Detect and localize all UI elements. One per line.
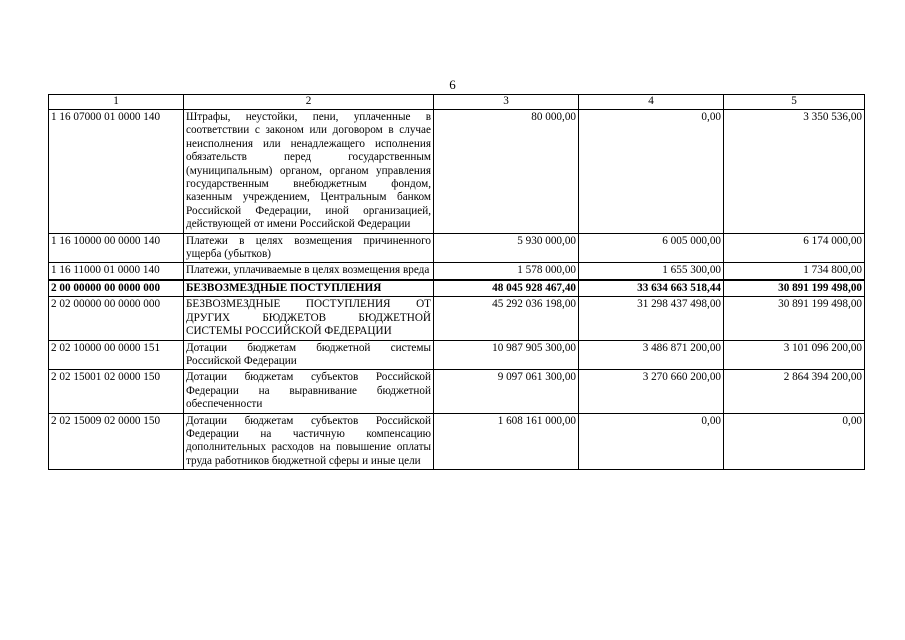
row-name: Дотации бюджетам субъектов Российской Федерации на выравнивание бюджетной обеспеченности (184, 370, 434, 413)
table-row (49, 297, 865, 340)
row-value-col4: 1 655 300,00 (579, 263, 724, 280)
header-row (49, 95, 865, 110)
row-value-col5: 2 864 394 200,00 (724, 370, 865, 413)
row-code: 2 00 00000 00 0000 000 (49, 280, 184, 297)
row-value-col4: 3 270 660 200,00 (579, 370, 724, 413)
row-code: 1 16 11000 01 0000 140 (49, 263, 184, 280)
row-value-col4: 0,00 (579, 110, 724, 234)
row-name: Платежи, уплачиваемые в целях возмещения вреда (184, 263, 434, 280)
row-value-col5: 30 891 199 498,00 (724, 280, 865, 297)
row-code: 1 16 07000 01 0000 140 (49, 110, 184, 234)
page-number: 6 (449, 77, 456, 92)
row-code: 2 02 15009 02 0000 150 (49, 413, 184, 470)
row-value-col3: 10 987 905 300,00 (434, 340, 579, 370)
table-row (49, 413, 865, 470)
row-value-col3: 45 292 036 198,00 (434, 297, 579, 340)
row-value-col4: 31 298 437 498,00 (579, 297, 724, 340)
row-code: 2 02 10000 00 0000 151 (49, 340, 184, 370)
row-name: Платежи в целях возмещения причиненного ущерба (убытков) (184, 233, 434, 263)
table-row (49, 233, 865, 263)
column-header-3: 3 (434, 95, 579, 110)
row-name: БЕЗВОЗМЕЗДНЫЕ ПОСТУПЛЕНИЯ (184, 280, 434, 297)
table-row (49, 340, 865, 370)
table-row (49, 110, 865, 234)
column-header-1: 1 (49, 95, 184, 110)
row-value-col5: 30 891 199 498,00 (724, 297, 865, 340)
column-header-4: 4 (579, 95, 724, 110)
row-value-col4: 0,00 (579, 413, 724, 470)
row-code: 2 02 15001 02 0000 150 (49, 370, 184, 413)
row-value-col4: 6 005 000,00 (579, 233, 724, 263)
row-name: Дотации бюджетам бюджетной системы Российской Федерации (184, 340, 434, 370)
row-name: Дотации бюджетам субъектов Российской Федерации на частичную компенсацию дополнительных расходов на повышение оплаты труда работников бюджетной сферы и иные цели (184, 413, 434, 470)
row-code: 2 02 00000 00 0000 000 (49, 297, 184, 340)
row-code: 1 16 10000 00 0000 140 (49, 233, 184, 263)
row-value-col3: 5 930 000,00 (434, 233, 579, 263)
column-header-2: 2 (184, 95, 434, 110)
row-name: Штрафы, неустойки, пени, уплаченные в соответствии с законом или договором в случае неисполнения или ненадлежащего исполнения обязательств перед государственным (муниципальным) органом, органом управления государственным внебюджетным фондом, казенным учреждением, Центральным банком Российской Федерации, иной организацией, действующей от имени Российской Федерации (184, 110, 434, 234)
column-header-5: 5 (724, 95, 865, 110)
row-name: БЕЗВОЗМЕЗДНЫЕ ПОСТУПЛЕНИЯ ОТ ДРУГИХ БЮДЖЕТОВ БЮДЖЕТНОЙ СИСТЕМЫ РОССИЙСКОЙ ФЕДЕРАЦИИ (184, 297, 434, 340)
row-value-col4: 33 634 663 518,44 (579, 280, 724, 297)
table-row-total (49, 280, 865, 297)
table-row (49, 263, 865, 280)
row-value-col4: 3 486 871 200,00 (579, 340, 724, 370)
row-value-col5: 3 350 536,00 (724, 110, 865, 234)
budget-table (48, 94, 865, 470)
row-value-col3: 48 045 928 467,40 (434, 280, 579, 297)
row-value-col5: 6 174 000,00 (724, 233, 865, 263)
table-row (49, 370, 865, 413)
row-value-col3: 1 608 161 000,00 (434, 413, 579, 470)
row-value-col5: 0,00 (724, 413, 865, 470)
row-value-col3: 9 097 061 300,00 (434, 370, 579, 413)
row-value-col3: 80 000,00 (434, 110, 579, 234)
row-value-col3: 1 578 000,00 (434, 263, 579, 280)
row-value-col5: 1 734 800,00 (724, 263, 865, 280)
row-value-col5: 3 101 096 200,00 (724, 340, 865, 370)
